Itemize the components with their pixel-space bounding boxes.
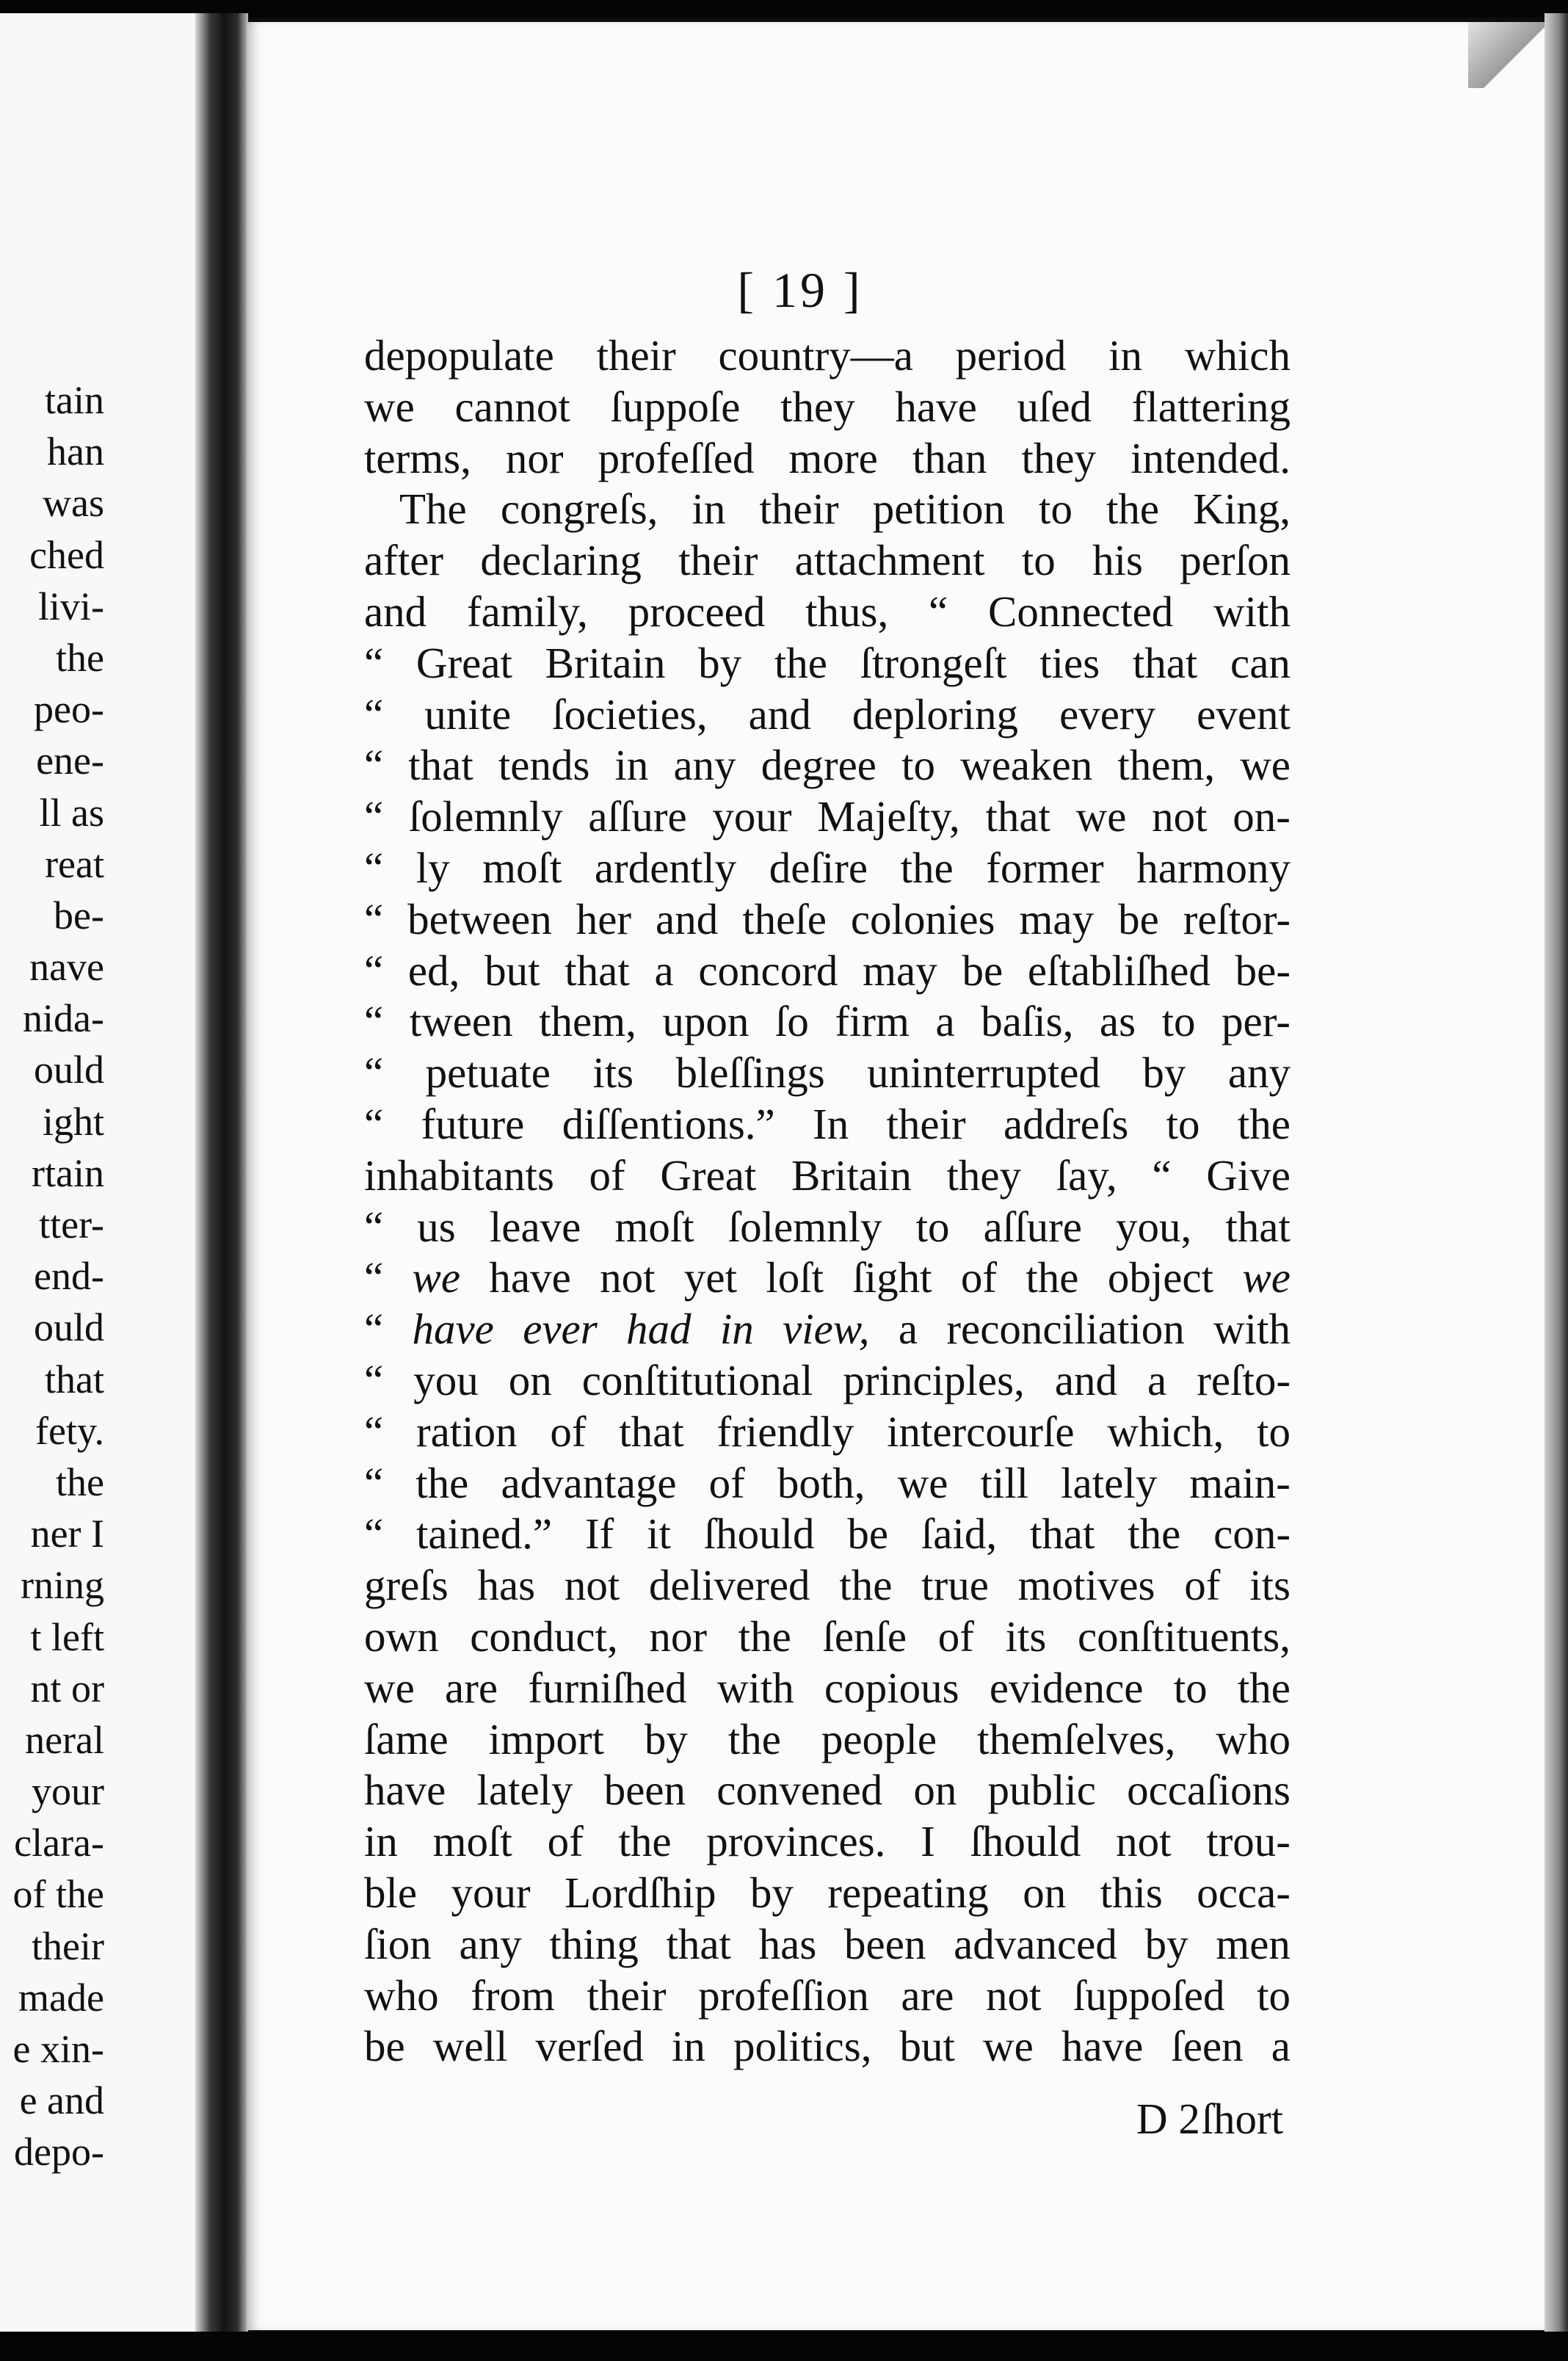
text-line: “ ration of that friendly intercourſe which, to xyxy=(364,1407,1291,1456)
text-line: “ between her and theſe colonies may be reſtor- xyxy=(364,894,1291,943)
text-line: “ us leave moſt ſolemnly to aſſure you, that xyxy=(364,1202,1291,1251)
page-footer xyxy=(364,2089,1291,2148)
body-text xyxy=(364,330,1291,2072)
left-page-fragment: be- xyxy=(54,893,104,937)
text-line: “ that tends in any degree to weaken them, we xyxy=(364,741,1291,790)
left-page-fragment: was xyxy=(43,481,104,526)
text-line: ſion any thing that has been advanced by men xyxy=(364,1919,1291,1968)
page-edge-right xyxy=(1545,13,1568,2333)
text-line: The congreſs, in their petition to the King, xyxy=(399,485,1291,534)
text-line: “ you on conſtitutional principles, and a reſto- xyxy=(364,1355,1291,1404)
left-page-fragment: peo- xyxy=(34,687,104,732)
text-line: “ have ever had in view, a reconciliation with xyxy=(364,1305,1291,1354)
text-line: be well verſed in politics, but we have ſeen a xyxy=(364,2022,1291,2071)
left-page-fragment: fety. xyxy=(35,1408,104,1453)
text-line: ble your Lordſhip by repeating on this occa- xyxy=(364,1868,1291,1917)
text-line: after declaring their attachment to his perſon xyxy=(364,536,1291,585)
text-line: “ Great Britain by the ſtrongeſt ties that can xyxy=(364,638,1291,687)
left-page-fragment: ll as xyxy=(39,790,104,835)
left-page-fragment: e xin- xyxy=(12,2027,104,2071)
page-number: [ 19 ] xyxy=(737,262,863,318)
left-page-fragment: the xyxy=(56,1459,104,1504)
text-line: terms, nor profeſſed more than they intended. xyxy=(364,433,1291,482)
text-line: “ ly moſt ardently deſire the former harmony xyxy=(364,843,1291,892)
book-gutter xyxy=(195,13,248,2333)
left-page-fragment: ene- xyxy=(36,739,104,783)
left-page-fragment: the xyxy=(56,635,104,680)
text-line: “ the advantage of both, we till lately main- xyxy=(364,1458,1291,1507)
left-page-fragment: that xyxy=(45,1357,104,1401)
left-page-fragment: tain xyxy=(45,378,104,422)
text-line: depopulate their country—a period in which xyxy=(364,331,1291,380)
left-page-fragment: reat xyxy=(45,841,104,886)
text-line: greſs has not delivered the true motives of its xyxy=(364,1561,1291,1610)
text-line: “ we have not yet loſt ſight of the object we xyxy=(364,1253,1291,1302)
left-page-fragment: t left xyxy=(30,1614,104,1659)
text-line: “ unite ſocieties, and deploring every event xyxy=(364,689,1291,739)
left-page-fragment: rning xyxy=(21,1563,104,1608)
left-page-fragment: your xyxy=(32,1769,104,1814)
text-line: ſame import by the people themſelves, who xyxy=(364,1714,1291,1763)
scan-border-bottom xyxy=(0,2332,1568,2361)
left-page-text-fragments xyxy=(0,374,104,2178)
left-page-fragment: e and xyxy=(19,2078,104,2123)
text-line: “ tween them, upon ſo firm a baſis, as to per- xyxy=(364,997,1291,1046)
left-page-fragment: ched xyxy=(29,532,104,577)
text-line: we cannot ſuppoſe they have uſed flattering xyxy=(364,382,1291,431)
page-corner-curl xyxy=(1468,22,1549,88)
text-line: have lately been convened on public occaſions xyxy=(364,1766,1291,1815)
text-line: own conduct, nor the ſenſe of its conſtituents, xyxy=(364,1611,1291,1661)
left-page-fragment: ould xyxy=(33,1305,104,1350)
catchword: ſhort xyxy=(1201,2095,1283,2143)
left-page-fragment: end- xyxy=(34,1254,104,1299)
left-page-fragment: made xyxy=(18,1975,104,2020)
left-page-fragment: tter- xyxy=(39,1203,104,1247)
text-line: we are furniſhed with copious evidence to the xyxy=(364,1663,1291,1712)
left-page-fragment: livi- xyxy=(38,584,104,628)
text-line: “ future diſſentions.” In their addreſs to the xyxy=(364,1099,1291,1148)
left-page-fragment: neral xyxy=(25,1717,104,1762)
left-page-fragment: ner I xyxy=(30,1512,104,1556)
text-line: who from their profeſſion are not ſuppoſed to xyxy=(364,1970,1291,2020)
text-line: in moſt of the provinces. I ſhould not trou- xyxy=(364,1817,1291,1866)
left-page-fragment: nave xyxy=(29,945,104,990)
left-page-fragment: of the xyxy=(12,1872,104,1917)
left-page-fragment: han xyxy=(47,429,104,474)
text-line: “ ſolemnly aſſure your Majeſty, that we not on- xyxy=(364,792,1291,841)
text-line: inhabitants of Great Britain they ſay, “ Give xyxy=(364,1150,1291,1200)
left-page-fragment: their xyxy=(32,1923,104,1968)
left-page-fragment: ould xyxy=(33,1048,104,1092)
text-line: “ ed, but that a concord may be eſtabliſhed be- xyxy=(364,946,1291,995)
left-page-fragment: ight xyxy=(42,1099,104,1144)
text-line: and family, proceed thus, “ Connected with xyxy=(364,587,1291,636)
left-page-fragment: clara- xyxy=(14,1821,104,1865)
text-line: “ petuate its bleſſings uninterrupted by any xyxy=(364,1048,1291,1098)
left-page-fragment: nt or xyxy=(30,1666,104,1711)
left-page xyxy=(0,13,200,2333)
left-page-fragment: depo- xyxy=(14,2130,104,2175)
signature-mark: D 2 xyxy=(1136,2095,1200,2143)
text-line: “ tained.” If it ſhould be ſaid, that the con- xyxy=(364,1509,1291,1559)
left-page-fragment: nida- xyxy=(23,996,104,1041)
left-page-fragment: rtain xyxy=(32,1150,104,1195)
